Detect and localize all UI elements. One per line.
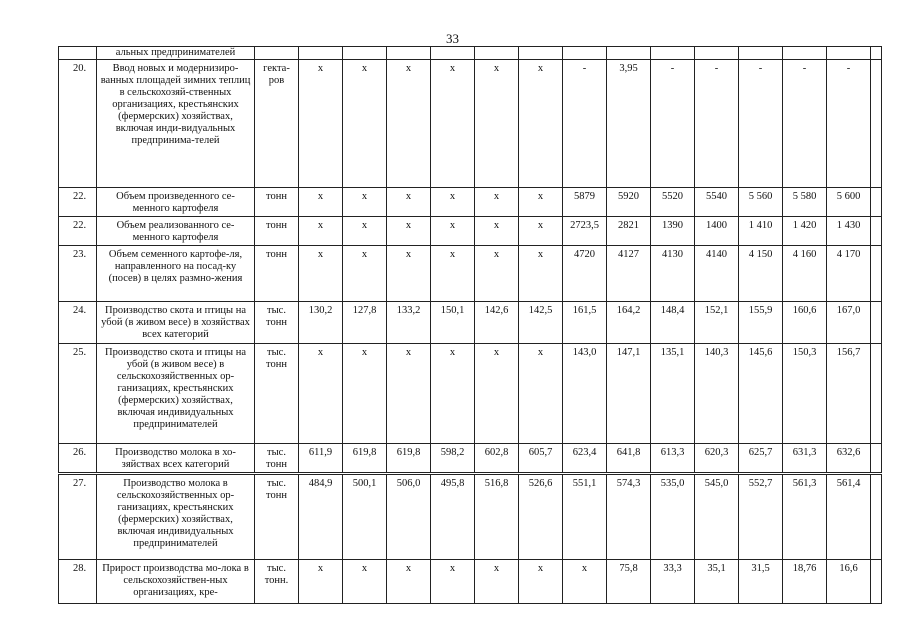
value-cell <box>343 47 387 60</box>
indicator-name: Объем произведенного се-менного картофеля <box>97 188 255 217</box>
value-cell: 155,9 <box>739 302 783 344</box>
value-cell: 613,3 <box>651 444 695 474</box>
value-cell: 535,0 <box>651 474 695 560</box>
value-cell: х <box>343 188 387 217</box>
value-cell: х <box>387 246 431 302</box>
value-cell: 1390 <box>651 217 695 246</box>
value-cell: х <box>519 60 563 188</box>
data-table <box>58 46 882 604</box>
value-cell <box>695 47 739 60</box>
value-cell: 619,8 <box>343 444 387 474</box>
value-cell: х <box>299 217 343 246</box>
value-cell: 35,1 <box>695 560 739 604</box>
row-number: 22. <box>59 217 97 246</box>
value-cell: 561,4 <box>827 474 871 560</box>
value-cell: х <box>387 60 431 188</box>
value-cell <box>827 47 871 60</box>
value-cell <box>871 60 882 188</box>
value-cell: 552,7 <box>739 474 783 560</box>
value-cell: 148,4 <box>651 302 695 344</box>
value-cell: 160,6 <box>783 302 827 344</box>
value-cell: 551,1 <box>563 474 607 560</box>
value-cell: 75,8 <box>607 560 651 604</box>
value-cell: х <box>299 60 343 188</box>
value-cell: - <box>783 60 827 188</box>
value-cell: 598,2 <box>431 444 475 474</box>
unit-of-measure: гекта-ров <box>255 60 299 188</box>
value-cell: 164,2 <box>607 302 651 344</box>
table-row <box>59 474 882 560</box>
value-cell: х <box>387 188 431 217</box>
value-cell: х <box>343 560 387 604</box>
value-cell: 561,3 <box>783 474 827 560</box>
value-cell: 526,6 <box>519 474 563 560</box>
unit-of-measure: тыс. тонн <box>255 474 299 560</box>
table-row <box>59 246 882 302</box>
value-cell: 625,7 <box>739 444 783 474</box>
value-cell: 16,6 <box>827 560 871 604</box>
value-cell <box>299 47 343 60</box>
unit-of-measure: тонн <box>255 188 299 217</box>
value-cell: х <box>343 344 387 444</box>
value-cell: 4720 <box>563 246 607 302</box>
indicator-name: Производство скота и птицы на убой (в живом весе) в хозяйствах всех категорий <box>97 302 255 344</box>
value-cell: 495,8 <box>431 474 475 560</box>
value-cell: 4 170 <box>827 246 871 302</box>
value-cell: 632,6 <box>827 444 871 474</box>
table-row <box>59 60 882 188</box>
value-cell: х <box>475 217 519 246</box>
value-cell: х <box>431 217 475 246</box>
value-cell: х <box>563 560 607 604</box>
value-cell: х <box>299 246 343 302</box>
value-cell <box>651 47 695 60</box>
value-cell <box>871 246 882 302</box>
value-cell: х <box>299 560 343 604</box>
unit-of-measure <box>255 47 299 60</box>
value-cell: 545,0 <box>695 474 739 560</box>
value-cell: 605,7 <box>519 444 563 474</box>
value-cell: х <box>475 246 519 302</box>
value-cell: 5920 <box>607 188 651 217</box>
value-cell: х <box>475 560 519 604</box>
unit-of-measure: тонн <box>255 217 299 246</box>
table-row <box>59 217 882 246</box>
value-cell: х <box>519 246 563 302</box>
value-cell: 620,3 <box>695 444 739 474</box>
value-cell: х <box>431 60 475 188</box>
value-cell: 1 410 <box>739 217 783 246</box>
value-cell: - <box>651 60 695 188</box>
table-row <box>59 188 882 217</box>
value-cell: 5 580 <box>783 188 827 217</box>
value-cell: 5 600 <box>827 188 871 217</box>
value-cell: 4130 <box>651 246 695 302</box>
value-cell: 150,3 <box>783 344 827 444</box>
row-number: 24. <box>59 302 97 344</box>
value-cell: х <box>343 217 387 246</box>
value-cell: х <box>431 246 475 302</box>
table-row <box>59 444 882 474</box>
value-cell: - <box>695 60 739 188</box>
value-cell: 5 560 <box>739 188 783 217</box>
value-cell: 4127 <box>607 246 651 302</box>
value-cell: 631,3 <box>783 444 827 474</box>
value-cell: 623,4 <box>563 444 607 474</box>
value-cell: 4 160 <box>783 246 827 302</box>
value-cell: х <box>475 188 519 217</box>
value-cell: - <box>563 60 607 188</box>
indicator-name: Производство скота и птицы на убой (в живом весе) в сельскохозяйственных ор-ганизациях, крестьянских (фермерских) хозяйствах, включая индивидуальных предпринимателей <box>97 344 255 444</box>
value-cell <box>871 474 882 560</box>
value-cell: 1400 <box>695 217 739 246</box>
unit-of-measure: тыс. тонн. <box>255 560 299 604</box>
value-cell: 152,1 <box>695 302 739 344</box>
value-cell: 2821 <box>607 217 651 246</box>
table-row <box>59 560 882 604</box>
indicator-name: Прирост производства мо-лока в сельскохозяйствен-ных организациях, кре- <box>97 560 255 604</box>
value-cell: 133,2 <box>387 302 431 344</box>
value-cell: х <box>299 188 343 217</box>
value-cell: 150,1 <box>431 302 475 344</box>
value-cell: 167,0 <box>827 302 871 344</box>
value-cell: х <box>431 560 475 604</box>
value-cell <box>387 47 431 60</box>
value-cell: 142,6 <box>475 302 519 344</box>
value-cell <box>871 188 882 217</box>
table-row <box>59 344 882 444</box>
value-cell: х <box>431 344 475 444</box>
value-cell: 18,76 <box>783 560 827 604</box>
row-number: 25. <box>59 344 97 444</box>
value-cell: 3,95 <box>607 60 651 188</box>
value-cell: х <box>343 246 387 302</box>
value-cell: 484,9 <box>299 474 343 560</box>
value-cell: 140,3 <box>695 344 739 444</box>
value-cell: 31,5 <box>739 560 783 604</box>
value-cell: 4 150 <box>739 246 783 302</box>
row-number <box>59 47 97 60</box>
value-cell <box>783 47 827 60</box>
value-cell: 1 430 <box>827 217 871 246</box>
unit-of-measure: тонн <box>255 246 299 302</box>
value-cell: 4140 <box>695 246 739 302</box>
page-number: 33 <box>446 31 459 46</box>
value-cell: - <box>827 60 871 188</box>
value-cell: 641,8 <box>607 444 651 474</box>
value-cell: х <box>519 188 563 217</box>
value-cell: х <box>431 188 475 217</box>
value-cell: 145,6 <box>739 344 783 444</box>
value-cell <box>871 217 882 246</box>
row-number: 22. <box>59 188 97 217</box>
value-cell: 5520 <box>651 188 695 217</box>
row-number: 27. <box>59 474 97 560</box>
value-cell: 574,3 <box>607 474 651 560</box>
table-row <box>59 47 882 60</box>
unit-of-measure: тыс. тонн <box>255 444 299 474</box>
indicator-name: Ввод новых и модернизиро-ванных площадей зимних теплиц в сельскохозяй-ственных организациях, крестьянских (фермерских) хозяйствах, включая инди-видуальных предпринима-телей <box>97 60 255 188</box>
value-cell: х <box>519 344 563 444</box>
value-cell: 619,8 <box>387 444 431 474</box>
value-cell <box>563 47 607 60</box>
value-cell: 142,5 <box>519 302 563 344</box>
value-cell: 5879 <box>563 188 607 217</box>
row-number: 23. <box>59 246 97 302</box>
value-cell: 602,8 <box>475 444 519 474</box>
value-cell: х <box>387 344 431 444</box>
value-cell: 130,2 <box>299 302 343 344</box>
value-cell: 500,1 <box>343 474 387 560</box>
value-cell <box>871 560 882 604</box>
value-cell: 2723,5 <box>563 217 607 246</box>
table-body <box>59 47 882 604</box>
value-cell: х <box>343 60 387 188</box>
value-cell: - <box>739 60 783 188</box>
value-cell: 33,3 <box>651 560 695 604</box>
value-cell: х <box>519 217 563 246</box>
value-cell <box>871 47 882 60</box>
value-cell <box>519 47 563 60</box>
value-cell: 156,7 <box>827 344 871 444</box>
indicator-name: альных предпринимателей <box>97 47 255 60</box>
value-cell <box>475 47 519 60</box>
value-cell: 1 420 <box>783 217 827 246</box>
value-cell: 5540 <box>695 188 739 217</box>
value-cell: 147,1 <box>607 344 651 444</box>
value-cell <box>431 47 475 60</box>
value-cell: 506,0 <box>387 474 431 560</box>
value-cell: 611,9 <box>299 444 343 474</box>
value-cell: х <box>299 344 343 444</box>
value-cell <box>871 344 882 444</box>
value-cell: х <box>475 344 519 444</box>
unit-of-measure: тыс. тонн <box>255 344 299 444</box>
row-number: 28. <box>59 560 97 604</box>
value-cell <box>607 47 651 60</box>
indicator-name: Объем семенного картофе-ля, направленного на посад-ку (посев) в целях размно-жения <box>97 246 255 302</box>
value-cell <box>739 47 783 60</box>
indicator-name: Объем реализованного се-менного картофеля <box>97 217 255 246</box>
row-number: 26. <box>59 444 97 474</box>
value-cell: 143,0 <box>563 344 607 444</box>
value-cell: х <box>387 560 431 604</box>
value-cell: 135,1 <box>651 344 695 444</box>
table-row <box>59 302 882 344</box>
value-cell: 161,5 <box>563 302 607 344</box>
row-number: 20. <box>59 60 97 188</box>
value-cell: х <box>519 560 563 604</box>
indicator-name: Производство молока в хо-зяйствах всех категорий <box>97 444 255 474</box>
value-cell <box>871 302 882 344</box>
indicator-name: Производство молока в сельскохозяйственных ор-ганизациях, крестьянских (фермерских) хозяйствах, включая индивидуальных предпринимателей <box>97 474 255 560</box>
value-cell: 127,8 <box>343 302 387 344</box>
value-cell: х <box>475 60 519 188</box>
value-cell: 516,8 <box>475 474 519 560</box>
value-cell: х <box>387 217 431 246</box>
value-cell <box>871 444 882 474</box>
unit-of-measure: тыс. тонн <box>255 302 299 344</box>
